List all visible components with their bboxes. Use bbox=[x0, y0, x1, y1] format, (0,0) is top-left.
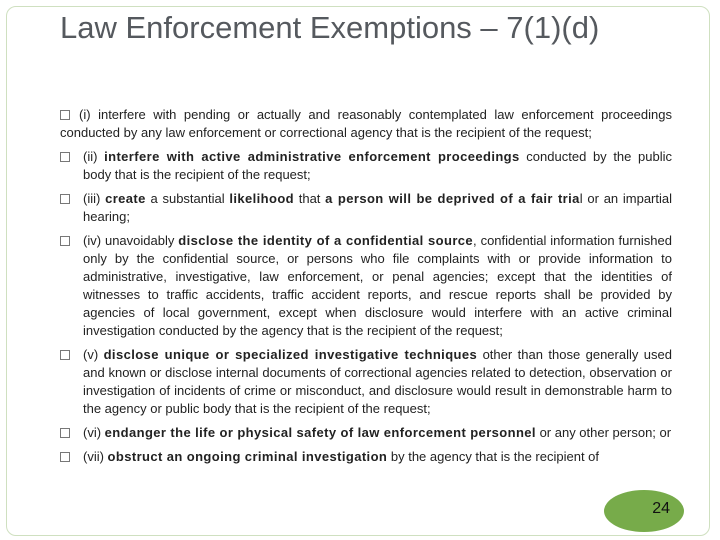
list-item-text bbox=[83, 425, 671, 440]
emphasized-text: interfere with active administrative enforcement proceedings bbox=[104, 149, 520, 164]
emphasized-text: obstruct an ongoing criminal investigation bbox=[107, 449, 388, 464]
emphasized-text: a person will be deprived of a fair tria bbox=[325, 191, 580, 206]
slide-title: Law Enforcement Exemptions – 7(1)(d) bbox=[60, 10, 600, 45]
list-item bbox=[60, 106, 672, 142]
bullet-icon bbox=[60, 428, 70, 438]
list-item bbox=[60, 190, 672, 226]
emphasized-text: disclose the identity of a confidential source bbox=[178, 233, 474, 248]
list-item-text bbox=[83, 347, 672, 416]
body-text: (v) bbox=[83, 347, 104, 362]
list-item-text bbox=[83, 233, 672, 338]
body-text: by the agency that is the recipient of bbox=[387, 449, 600, 464]
list-item-text bbox=[83, 149, 672, 182]
bullet-icon bbox=[60, 194, 70, 204]
list-item-text bbox=[60, 107, 672, 140]
page-number: 24 bbox=[652, 500, 670, 517]
list-item bbox=[60, 346, 672, 418]
body-text: (ii) bbox=[83, 149, 105, 164]
emphasized-text: endanger the life or physical safety of law enforcement personnel bbox=[104, 425, 536, 440]
body-text: (vii) bbox=[83, 449, 108, 464]
emphasized-text: likelihood bbox=[229, 191, 295, 206]
bullet-icon bbox=[60, 350, 70, 360]
list-item bbox=[60, 232, 672, 340]
body-text: l or an impartial hearing; bbox=[83, 191, 673, 224]
bullet-icon bbox=[60, 236, 70, 246]
body-text: that bbox=[294, 191, 326, 206]
body-text: a substantial bbox=[145, 191, 230, 206]
list-item-text bbox=[83, 191, 672, 224]
body-text: (i) interfere with pending or actually and reasonably contemplated law enforcement proceedings conducted by any law enforcement or correctional agency that is the recipient of the request; bbox=[60, 107, 672, 140]
bullet-icon bbox=[60, 452, 70, 462]
list-item bbox=[60, 448, 672, 466]
list-item bbox=[60, 148, 672, 184]
list-item bbox=[60, 424, 672, 442]
body-text: (iv) unavoidably bbox=[83, 233, 179, 248]
list-item-text bbox=[83, 449, 599, 464]
emphasized-text: disclose unique or specialized investigative techniques bbox=[103, 347, 478, 362]
body-text: other than those generally used and known or disclose internal documents of correctional agencies related to detection, observation or investigation of incidents of crime or misconduct, and disclosure would result in demonstrable harm to the agency or public body that is the recipient of the request; bbox=[83, 347, 672, 416]
body-text: (vi) bbox=[83, 425, 105, 440]
body-text: , confidential information furnished only by the confidential source, or persons who file complaints with or provide information to administrative, investigative, law enforcement, or penal agencies; except that the identities of witnesses to traffic accidents, traffic accident reports, and rescue reports shall be provided by agencies of local government, except when disclosure would interfere with an active criminal investigation conducted by the agency that is the recipient of the request; bbox=[83, 233, 672, 338]
bullet-icon bbox=[60, 152, 70, 162]
body-text: (iii) bbox=[83, 191, 106, 206]
body-text: conducted by the public body that is the recipient of the request; bbox=[83, 149, 673, 182]
exemption-list bbox=[60, 106, 672, 472]
body-text: or any other person; or bbox=[535, 425, 672, 440]
emphasized-text: create bbox=[105, 191, 146, 206]
bullet-icon bbox=[60, 110, 70, 120]
